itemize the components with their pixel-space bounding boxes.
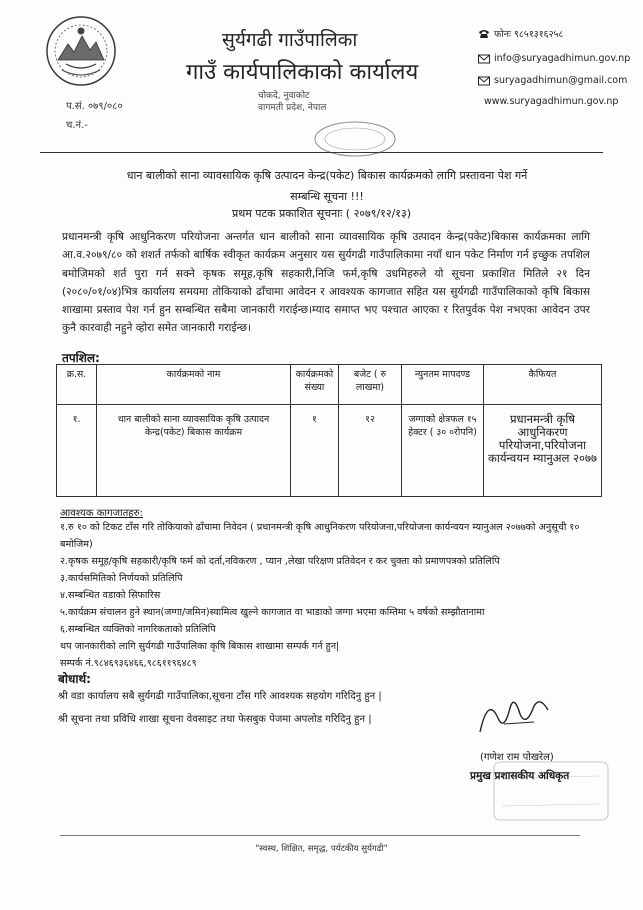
website-link[interactable]: www.suryagadhimun.gov.np <box>484 96 619 107</box>
list-item: २.कृषक समूह/कृषि सहकारी/कृषि फर्म को दर्ता,नविकरण , प्यान ,लेखा परिक्षण प्रतिवेदन र कर चुक्ता को प्रमाणपत्रको प्रतिलिपि <box>60 556 500 567</box>
address-line-2: वागमती प्रदेश, नेपाल <box>258 103 327 113</box>
column-header-count: कार्यक्रमको संख्या <box>291 365 339 405</box>
contact-email-1 <box>478 53 630 64</box>
signature-icon <box>474 688 554 740</box>
cell-budget: १२ <box>339 405 402 497</box>
column-header-criteria: न्युनतम मापदण्ड <box>402 365 484 405</box>
contact-website <box>484 96 618 107</box>
column-header-remarks: कैफियत <box>484 365 602 405</box>
cell-sn: १. <box>57 405 97 497</box>
office-name: सुर्यगढी गाउँपालिका <box>222 29 358 51</box>
list-item: १.रु १० को टिकट टाँस गरि तोकियाको ढाँचामा निवेदन ( प्रधानमन्त्री कृषि आधुनिकरण परियोजना,परियोजना कार्यन्वयन म्यानुअल २०७७को अनुसूची १० बमोजिम) <box>60 522 580 550</box>
phone-icon <box>478 29 490 39</box>
address-line-1: चोकदे, नुवाकोट <box>258 91 310 101</box>
office-subtitle: गाउँ कार्यपालिकाको कार्यालय <box>186 60 419 85</box>
cc-heading: बोधार्थ: <box>58 672 91 686</box>
list-item: ६.सम्बन्धित व्यक्तिको नागरिकताको प्रतिलिपि <box>60 624 216 635</box>
subject-line-1: धान बालीको साना व्यावसायिक कृषि उत्पादन केन्द्र(पकेट) बिकास कार्यक्रमको लागि प्रस्तावना पेश गर्ने <box>126 169 528 182</box>
required-documents-list <box>60 519 600 655</box>
notice-subject <box>62 165 592 207</box>
reference-number: प.सं. ०७९/०८० <box>66 101 123 112</box>
email-gmail[interactable]: suryagadhimun@gmail.com <box>494 75 628 86</box>
list-item: थप जानकारीको लागि सुर्यगढी गाउँपालिका कृषि बिकास शाखामा सम्पर्क गर्न हुन| <box>60 641 340 652</box>
cell-criteria: जग्गाको क्षेत्रफल १५ हेक्टर ( ३० ०रोपनि) <box>402 405 484 497</box>
contact-email-2 <box>478 75 627 86</box>
government-emblem-icon <box>44 14 118 88</box>
footer-slogan: "स्वस्थ, शिक्षित, समृद्ध, पर्यटकीय सुर्यगढी" <box>255 844 388 854</box>
officer-stamp-icon <box>492 758 610 824</box>
phone-number: फोनः ९८५१३१६२५८ <box>494 29 564 40</box>
signatory-title: प्रमुख प्रशासकीय अधिकृत <box>470 770 570 782</box>
contact-phone <box>478 27 563 40</box>
table-row <box>57 405 602 497</box>
details-heading: तपशिल: <box>62 351 100 365</box>
first-publication-date: प्रथम पटक प्रकाशित सूचनाः ( २०७९/१२/१३) <box>231 207 412 220</box>
list-item: ५.कार्यक्रम संचालन हुने स्थान(जग्गा/जमिन)स्वामित्व खुल्ने कागजात वा भाडाको जग्गा भएमा कम्तिमा ५ वर्षको सम्झौतानामा <box>60 607 485 618</box>
subject-line-2: सम्बन्धि सूचना !!! <box>290 190 364 203</box>
footer-divider <box>60 835 580 836</box>
cc-line-2: श्री सूचना तथा प्रविधि शाखा सूचना वेवसाइट तथा फेसबुक पेजमा अपलोड गरिदिनु हुन | <box>58 714 372 725</box>
dispatch-number: च.नं.- <box>66 120 88 131</box>
list-item: ४.सम्बन्धित वडाको सिफारिस <box>60 590 161 601</box>
contact-numbers: सम्पर्क नं.९८४६९३६४६६,९८६११९६४८९ <box>60 658 197 669</box>
header-divider <box>40 152 603 153</box>
notice-body: प्रधानमन्त्री कृषि आधुनिकरण परियोजना अन्तर्गत धान बालीको साना व्यावसायिक कृषि उत्पादन केन्द्र(पकेट)बिकास कार्यक्रमका लागि आ.व.२०७९/८० को शशर्त तर्फको बार्षिक स्वीकृत कार्यक्रम अनुसार यस सुर्यगढी गाउँपालिकामा नयाँ धान पकेट निर्माण गर्न इच्छुक तपशिल बमोजिमको शर्त पुरा गर्न सक्ने कृषक समूह,कृषि सहकारी,निजि फर्म,कृषि उधमिहरुले यो सूचना प्रकाशित मितिले २१ दिन (२०८०/०१/०४)भित्र कार्यालय समयमा तोकियाको ढाँचामा आवेदन र आवश्यक कागजात सहित यस सुर्यगढी गाउँपालिकाको कृषि बिकास शाखामा प्रस्ताव पेश गर्न हुन सम्बन्धित सबैमा जानकारी गराईन्छ।म्याद समाप्त भए पश्चात आएका र रितपुर्वक पेश नभएका आवेदन उपर कुनै कारवाही नहुने व्होरा समेत जानकारी गराईन्छ। <box>62 231 590 335</box>
table-header-row <box>57 365 602 405</box>
mail-icon <box>478 54 490 64</box>
column-header-program: कार्यक्रमको नाम <box>97 365 291 405</box>
cell-program: धान बालीको साना व्यावसायिक कृषि उत्पादन केन्द्र(पकेट) बिकास कार्यक्रम <box>97 405 291 497</box>
cell-remarks: प्रधानमन्त्री कृषि आधुनिकरण परियोजना,परियोजना कार्यन्वयन म्यानुअल २०७७ <box>484 405 602 497</box>
required-documents-heading: आवश्यक कागजातहरु: <box>60 508 143 519</box>
mail-icon <box>478 76 490 86</box>
cell-count: १ <box>291 405 339 497</box>
column-header-sn: क्र.स. <box>57 365 97 405</box>
cc-line-1: श्री वडा कार्यालय सबै सुर्यगढी गाउँपालिका,सूचना टाँस गरि आवश्यक सहयोग गरिदिनु हुन | <box>58 691 382 702</box>
list-item: ३.कार्यसमितिको निर्णयको प्रतिलिपि <box>60 573 183 584</box>
email-info[interactable]: info@suryagadhimun.gov.np <box>494 53 631 64</box>
column-header-budget: बजेट ( रु लाखमा) <box>339 365 402 405</box>
signatory-name: (गणेश राम पोखरेल) <box>480 752 554 763</box>
program-details-table <box>56 364 602 497</box>
